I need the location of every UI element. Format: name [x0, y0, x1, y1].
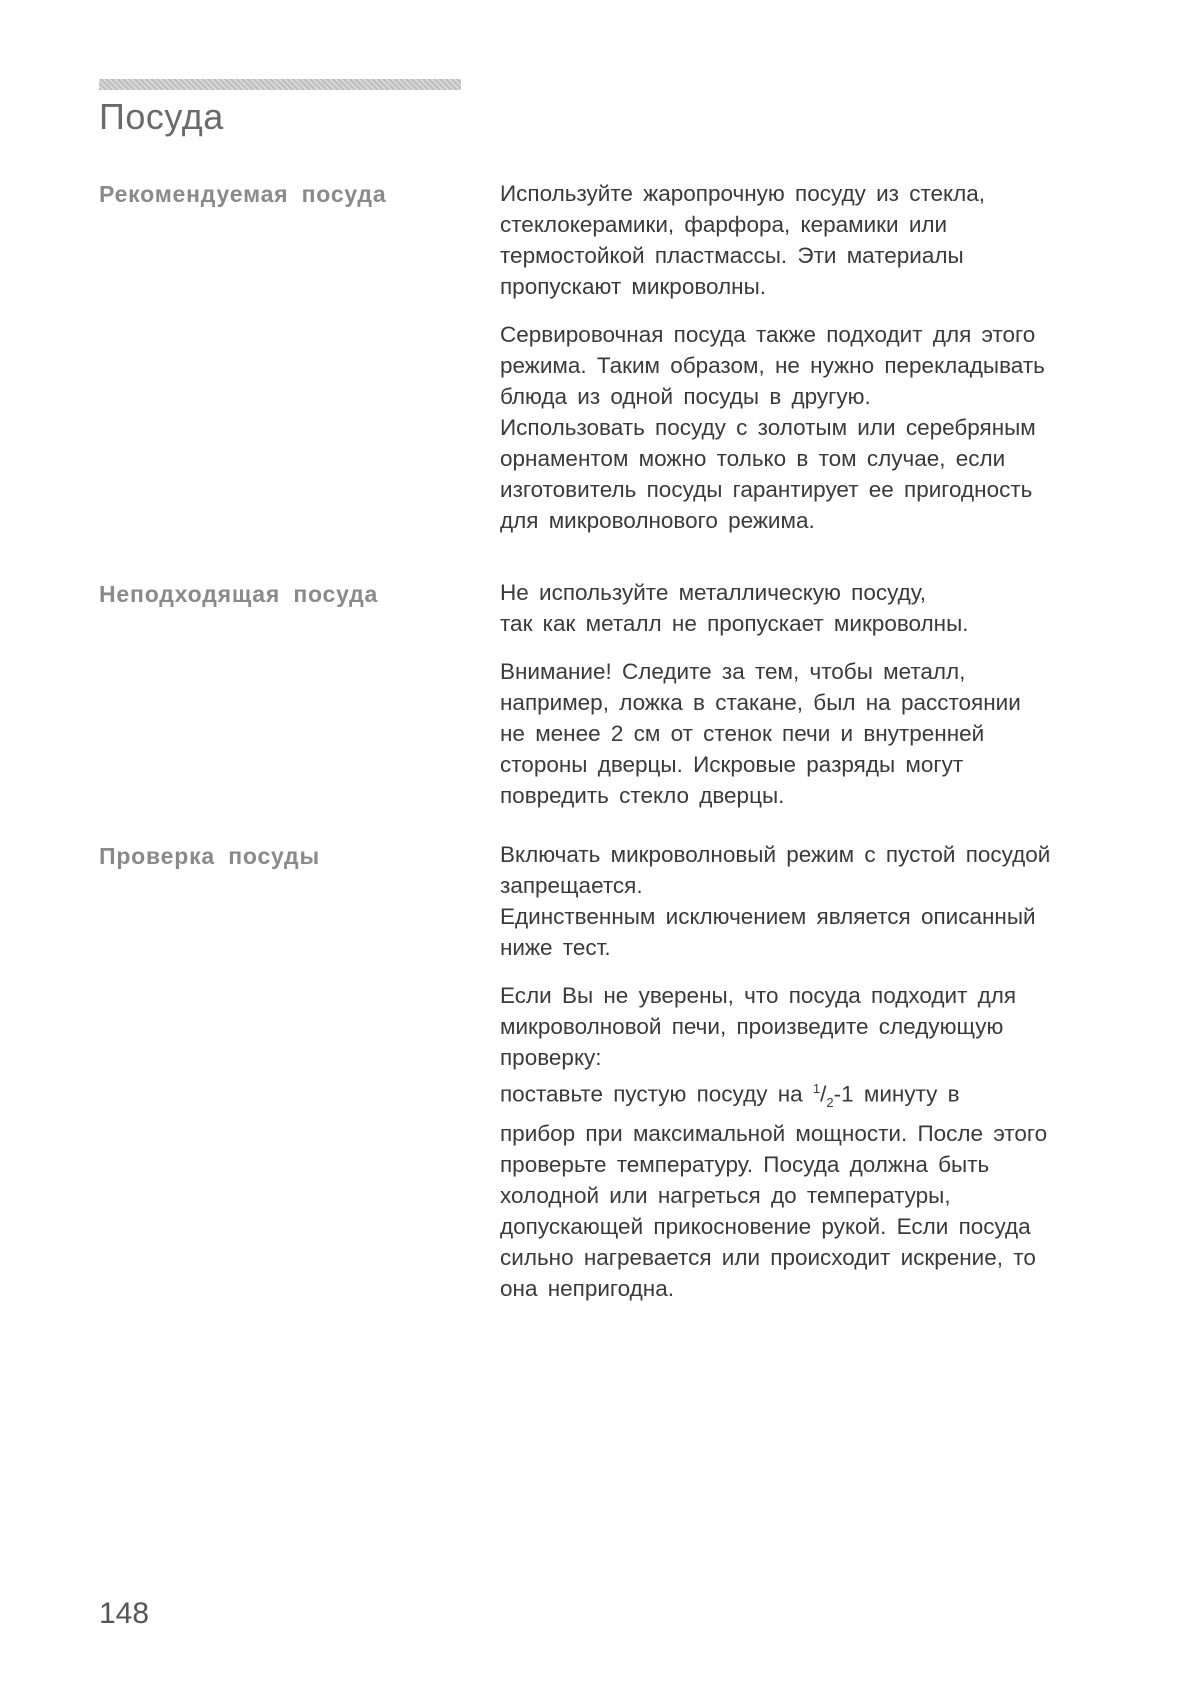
section-heading-unsuitable: Неподходящая посуда: [99, 581, 379, 607]
text-line: Не используйте металлическую посуду,: [500, 580, 926, 605]
paragraph: [500, 178, 1160, 302]
text-line: изготовитель посуды гарантирует ее пригодность: [500, 477, 1033, 502]
section-heading-check: Проверка посуды: [99, 843, 320, 869]
text-line: блюда из одной посуды в другую.: [500, 384, 871, 409]
paragraph: [500, 656, 1160, 811]
text-line-fraction: [500, 1073, 1160, 1118]
text-line: не менее 2 см от стенок печи и внутренней: [500, 721, 985, 746]
text: -1 минуту в: [833, 1081, 960, 1107]
text-line: холодной или нагреться до температуры,: [500, 1183, 951, 1208]
text-line: Единственным исключением является описанный: [500, 904, 1036, 929]
section-heading-recommended: Рекомендуемая посуда: [99, 181, 387, 207]
text-line: микроволновой печи, произведите следующую: [500, 1014, 1004, 1039]
section-body-check: [500, 839, 1160, 1304]
text-line: сильно нагревается или происходит искрение, то: [500, 1245, 1036, 1270]
text-line: стеклокерамики, фарфора, керамики или: [500, 212, 948, 237]
text-line: Включать микроволновый режим с пустой посудой: [500, 842, 1051, 867]
text-line: Использовать посуду с золотым или серебряным: [500, 415, 1036, 440]
text-line: Используйте жаропрочную посуду из стекла,: [500, 181, 986, 206]
text-line: ниже тест.: [500, 935, 611, 960]
text: поставьте пустую посуду на: [500, 1081, 813, 1107]
text-line: стороны дверцы. Искровые разряды могут: [500, 752, 964, 777]
text-line: повредить стекло дверцы.: [500, 783, 785, 808]
text-line: так как металл не пропускает микроволны.: [500, 611, 969, 636]
text-line: орнаментом можно только в том случае, если: [500, 446, 1006, 471]
paragraph: [500, 839, 1160, 963]
text-line: она непригодна.: [500, 1276, 674, 1301]
paragraph: [500, 577, 1160, 639]
page-number: 148: [99, 1597, 150, 1630]
text-line: для микроволнового режима.: [500, 508, 815, 533]
paragraph: [500, 980, 1160, 1304]
text-line: допускающей прикосновение рукой. Если посуда: [500, 1214, 1031, 1239]
text-line: например, ложка в стакане, был на расстоянии: [500, 690, 1021, 715]
header-rule: [99, 79, 461, 90]
text-line: режима. Таким образом, не нужно перекладывать: [500, 353, 1045, 378]
text-line: проверку:: [500, 1045, 602, 1070]
fraction-numerator: 1: [812, 1081, 821, 1096]
paragraph: [500, 319, 1160, 536]
page-title: Посуда: [99, 96, 224, 137]
text-line: пропускают микроволны.: [500, 274, 767, 299]
text-line: термостойкой пластмассы. Эти материалы: [500, 243, 964, 268]
section-body-recommended: [500, 178, 1160, 553]
text-line: Если Вы не уверены, что посуда подходит для: [500, 983, 1017, 1008]
fraction-slash: /: [820, 1081, 827, 1107]
text-line: Сервировочная посуда также подходит для этого: [500, 322, 1036, 347]
text-line: прибор при максимальной мощности. После этого: [500, 1121, 1048, 1146]
section-body-unsuitable: [500, 577, 1160, 828]
text-line: Внимание! Следите за тем, чтобы металл,: [500, 659, 966, 684]
text-line: проверьте температуру. Посуда должна быть: [500, 1152, 990, 1177]
fraction-denominator: 2: [826, 1095, 834, 1110]
text-line: запрещается.: [500, 873, 643, 898]
